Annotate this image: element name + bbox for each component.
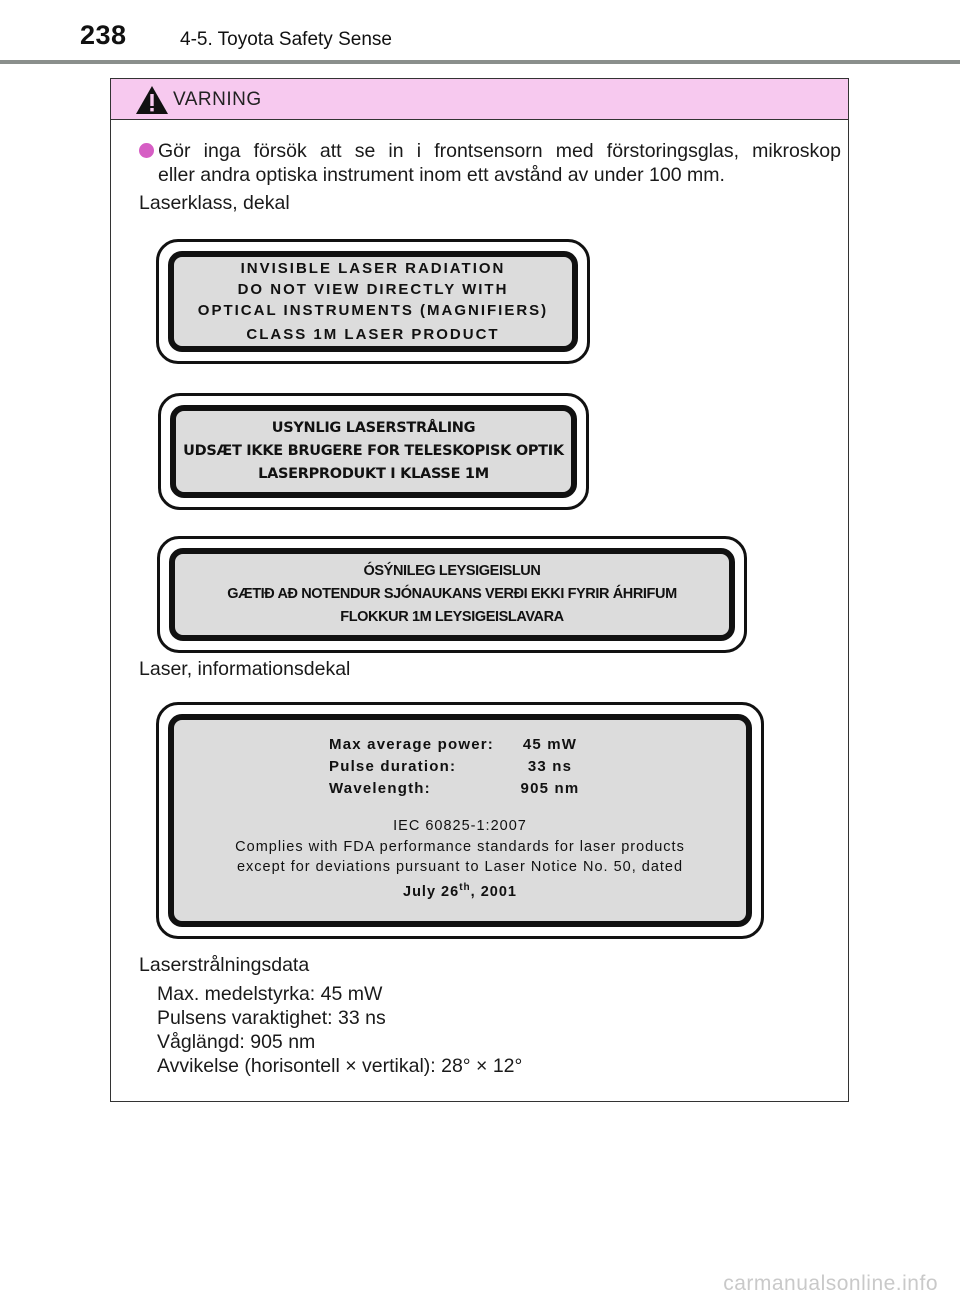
notice-date-suffix: , 2001 xyxy=(470,883,517,900)
spec-key-power: Max average power: xyxy=(329,736,494,753)
spec-row-wavelength xyxy=(329,778,591,800)
decal-english-line2: DO NOT VIEW DIRECTLY WITH xyxy=(237,281,509,298)
decal-danish-panel xyxy=(170,405,577,498)
fda-compliance-line1: Complies with FDA performance standards for laser products xyxy=(235,839,685,855)
page-number: 238 xyxy=(80,20,127,50)
decal-icelandic-line3: FLOKKUR 1M LEYSIGEISLAVARA xyxy=(340,609,564,625)
warning-title: VARNING xyxy=(173,89,262,110)
spec-value-pulse: 33 ns xyxy=(527,758,573,775)
decal-english-line1: INVISIBLE LASER RADIATION xyxy=(240,260,506,277)
header-rule xyxy=(0,60,960,64)
decal-danish-line2: UDSÆT IKKE BRUGERE FOR TELESKOPISK OPTIK xyxy=(183,443,564,459)
decal-danish-line3: LASERPRODUKT I KLASSE 1M xyxy=(258,466,489,482)
spec-key-pulse: Pulse duration: xyxy=(329,758,457,775)
decal-english-line4: CLASS 1M LASER PRODUCT xyxy=(246,326,500,343)
fda-compliance-line2: except for deviations pursuant to Laser Notice No. 50, dated xyxy=(236,859,684,875)
bullet-text-line1: Gör inga försök att se in i frontsensorn med förstoringsglas, mikroskop xyxy=(158,140,841,162)
decal-icelandic xyxy=(157,536,747,653)
spec-value-power: 45 mW xyxy=(522,736,578,753)
spec-value-wavelength: 905 nm xyxy=(520,780,580,797)
bullet-dot-icon xyxy=(139,143,154,158)
spec-key-wavelength: Wavelength: xyxy=(329,780,431,797)
decal-english-line3: OPTICAL INSTRUMENTS (MAGNIFIERS) xyxy=(197,302,549,319)
label-laser-class: Laserklass, dekal xyxy=(139,192,290,214)
notice-date xyxy=(403,877,517,903)
label-laser-info: Laser, informationsdekal xyxy=(139,658,351,680)
spec-row-pulse xyxy=(329,756,591,778)
bullet-text-line2: eller andra optiska instrument inom ett avstånd av under 100 mm. xyxy=(158,164,725,186)
decal-english xyxy=(156,239,590,364)
iec-standard: IEC 60825-1:2007 xyxy=(393,818,527,834)
warning-bullet xyxy=(139,139,841,187)
decal-info-panel xyxy=(168,714,752,927)
decal-danish xyxy=(158,393,589,510)
notice-date-sup: th xyxy=(459,882,471,893)
warning-triangle-icon xyxy=(135,85,169,115)
watermark: carmanualsonline.info xyxy=(723,1272,938,1295)
label-laser-data: Laserstrålningsdata xyxy=(139,954,310,976)
decal-icelandic-line2: GÆTIÐ AÐ NOTENDUR SJÓNAUKANS VERÐI EKKI FYRIR ÁHRIFUM xyxy=(227,586,677,602)
data-item-wavelength: Våglängd: 905 nm xyxy=(157,1031,316,1053)
warning-header xyxy=(111,79,848,120)
warning-box xyxy=(110,78,849,1102)
data-item-pulse: Pulsens varaktighet: 33 ns xyxy=(157,1007,386,1029)
notice-date-prefix: July 26 xyxy=(403,883,460,900)
spec-row-power xyxy=(329,734,591,756)
data-item-power: Max. medelstyrka: 45 mW xyxy=(157,983,383,1005)
decal-icelandic-panel xyxy=(169,548,735,641)
decal-english-panel xyxy=(168,251,578,352)
data-item-divergence: Avvikelse (horisontell × vertikal): 28° × 12° xyxy=(157,1055,523,1077)
decal-danish-line1: USYNLIG LASERSTRÅLING xyxy=(271,420,476,436)
section-title: 4-5. Toyota Safety Sense xyxy=(180,29,392,50)
page-header xyxy=(0,0,960,64)
decal-info xyxy=(156,702,764,939)
decal-icelandic-line1: ÓSÝNILEG LEYSIGEISLUN xyxy=(363,563,541,579)
laser-data-list xyxy=(157,982,522,1078)
